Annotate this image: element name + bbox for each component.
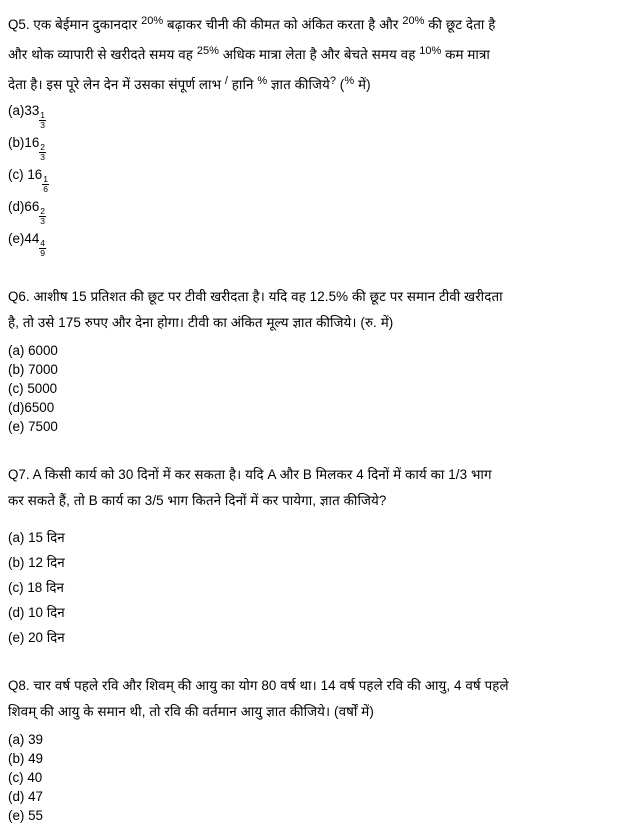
question-block-q6 [0, 284, 626, 336]
q5-l2-t1: और थोक व्यापारी से खरीदते समय वह [8, 47, 197, 62]
option-q8-e[interactable]: (e) 55 [8, 808, 43, 823]
option-q5-d-fraction [39, 207, 46, 226]
q6-l2-text: है, तो उसे 175 रुपए और देना होगा। टीवी का अंकित मूल्य ज्ञात कीजिये। (रु. में) [8, 315, 394, 330]
options-list-q5 [0, 98, 626, 258]
question-q7-line-2 [8, 488, 616, 514]
q7-l2-text: कर सकते हैं, तो B कार्य का 3/5 भाग कितने दिनों में कर पायेगा, ज्ञात कीजिये? [8, 493, 387, 508]
option-q7-a[interactable]: (a) 15 दिन [8, 530, 65, 545]
option-q5-d-numerator: 2 [40, 206, 45, 216]
question-block-q8 [0, 673, 626, 725]
option-q5-e-numerator: 4 [40, 238, 45, 248]
question-q5-line-2 [8, 38, 616, 68]
option-q6-d[interactable]: (d)6500 [8, 400, 55, 415]
option-q5-e-label: (e)44 [8, 231, 40, 246]
q5-l3-pct2: % [344, 75, 355, 87]
option-q7-b[interactable]: (b) 12 दिन [8, 555, 65, 570]
option-q6-c[interactable]: (c) 5000 [8, 381, 58, 396]
question-block-q5 [0, 8, 626, 98]
question-q6-line-1 [8, 284, 616, 310]
option-q8-d[interactable]: (d) 47 [8, 789, 43, 804]
q5-l2-t3: कम मात्रा [441, 47, 490, 62]
q5-l3-qmark: ? [329, 75, 336, 87]
option-q5-e[interactable] [8, 226, 616, 258]
option-q5-c-fraction [42, 175, 49, 194]
option-q8-b[interactable]: (b) 49 [8, 751, 43, 766]
option-q6-e[interactable]: (e) 7500 [8, 419, 58, 434]
question-q8-line-1 [8, 673, 616, 699]
question-q7-number: Q7. [8, 467, 30, 482]
option-q5-c-label: (c) 16 [8, 167, 43, 182]
option-q5-c-numerator: 1 [43, 174, 48, 184]
question-q6-number: Q6. [8, 289, 30, 304]
option-q7-e[interactable]: (e) 20 दिन [8, 630, 65, 645]
option-q8-a[interactable]: (a) 39 [8, 732, 43, 747]
options-list-q7 [0, 525, 626, 650]
option-q5-b-label: (b)16 [8, 135, 40, 150]
option-q5-d-label: (d)66 [8, 199, 40, 214]
options-list-q6 [0, 341, 626, 436]
q5-l1-t3: की छूट देता है [424, 17, 496, 32]
q5-l3-pct1: % [257, 75, 268, 87]
q5-l2-t2: अधिक मात्रा लेता है और बेचते समय वह [218, 47, 420, 62]
q6-l1-text: आशीष 15 प्रतिशत की छूट पर टीवी खरीदता है। यदि वह 12.5% की छूट पर समान टीवी खरीदता [29, 289, 503, 304]
q5-l3-t1: देता है। इस पूरे लेन देन में उसका संपूर्ण लाभ [8, 77, 225, 92]
q5-l1-t1: एक बेईमान दुकानदार [29, 17, 142, 32]
option-q5-e-fraction [39, 239, 46, 258]
q5-l3-slash: / [224, 75, 228, 87]
option-q5-a[interactable] [8, 98, 616, 130]
option-q5-e-denominator: 9 [40, 248, 45, 258]
q5-l1-pct2: 20% [402, 15, 425, 27]
q5-l3-t4: ( [335, 77, 345, 92]
question-block-q7 [0, 462, 626, 514]
option-q8-c[interactable]: (c) 40 [8, 770, 43, 785]
question-q5-line-1 [8, 8, 616, 38]
question-q5-line-3 [8, 68, 616, 98]
question-q7-line-1 [8, 462, 616, 488]
q8-l1-text: चार वर्ष पहले रवि और शिवम् की आयु का योग 80 वर्ष था। 14 वर्ष पहले रवि की आयु, 4 वर्ष पहले [29, 678, 509, 693]
option-q7-c[interactable]: (c) 18 दिन [8, 580, 64, 595]
question-q8-number: Q8. [8, 678, 30, 693]
option-q5-d[interactable] [8, 194, 616, 226]
q5-l3-t5: में) [354, 77, 371, 92]
option-q6-a[interactable]: (a) 6000 [8, 343, 58, 358]
q5-l2-pct2: 10% [419, 45, 442, 57]
q5-l3-t3: ज्ञात कीजिये [267, 77, 330, 92]
option-q5-c-denominator: 6 [43, 184, 48, 194]
q8-l2-text: शिवम् की आयु के समान थी, तो रवि की वर्तमान आयु ज्ञात कीजिये। (वर्षों में) [8, 704, 374, 719]
q7-l1-text: A किसी कार्य को 30 दिनों में कर सकता है। यदि A और B मिलकर 4 दिनों में कार्य का 1/3 भाग [29, 467, 492, 482]
option-q5-a-numerator: 1 [40, 110, 45, 120]
q5-l1-pct1: 20% [141, 15, 164, 27]
option-q5-a-denominator: 3 [40, 120, 45, 130]
option-q5-b-numerator: 2 [40, 142, 45, 152]
option-q5-a-fraction [39, 111, 46, 130]
question-q6-line-2 [8, 310, 616, 336]
options-list-q8 [0, 730, 626, 825]
q5-l3-t2: हानि [227, 77, 258, 92]
question-q5-number: Q5. [8, 17, 30, 32]
option-q5-b-denominator: 3 [40, 152, 45, 162]
q5-l1-t2: बढ़ाकर चीनी की कीमत को अंकित करता है और [163, 17, 403, 32]
option-q5-b-fraction [39, 143, 46, 162]
option-q7-d[interactable]: (d) 10 दिन [8, 605, 65, 620]
option-q6-b[interactable]: (b) 7000 [8, 362, 58, 377]
option-q5-d-denominator: 3 [40, 216, 45, 226]
q5-l2-pct1: 25% [196, 45, 219, 57]
question-q8-line-2 [8, 699, 616, 725]
option-q5-c[interactable] [8, 162, 616, 194]
option-q5-a-label: (a)33 [8, 103, 40, 118]
option-q5-b[interactable] [8, 130, 616, 162]
